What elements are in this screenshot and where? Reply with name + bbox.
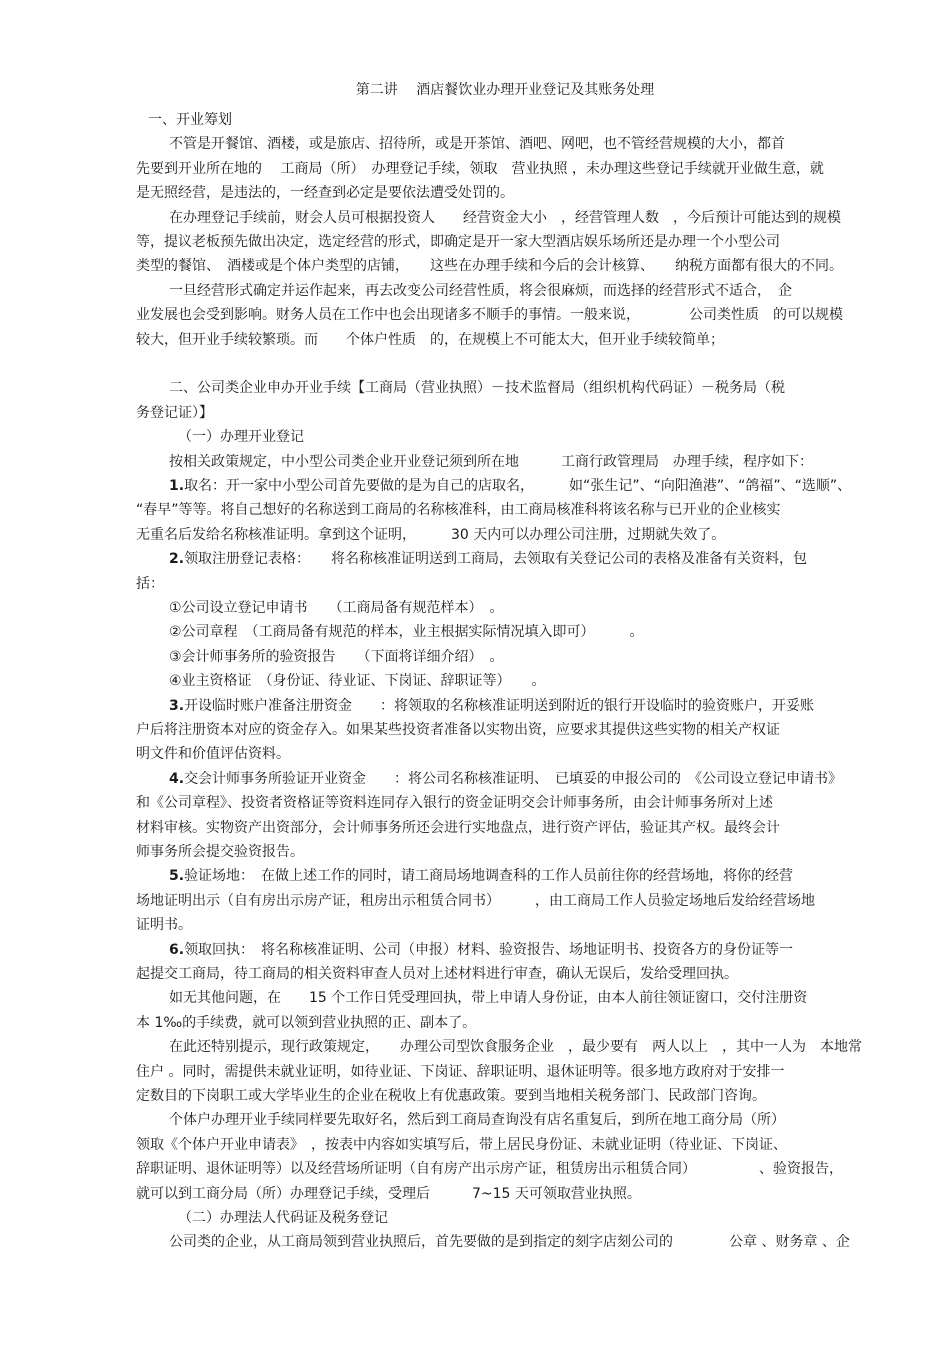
- document-title: 第二讲 酒店餐饮业办理开业登记及其账务处理: [355, 82, 655, 98]
- body-line: 辞职证明、退休证明等）以及经营场所证明（自有房产出示房产证，租赁房出示租赁合同） 、验资报告，: [136, 1161, 843, 1178]
- body-line: 无重名后发给名称核准证明。拿到这个证明， 30 天内可以办理公司注册，过期就失效了。: [136, 526, 726, 543]
- step-number: 2.: [169, 551, 185, 568]
- body-line: 起提交工商局，待工商局的相关资料审查人员对上述材料进行审查，确认无误后，发给受理回执。: [136, 966, 738, 982]
- line-text: 领取回执： 将名称核准证明、公司（申报）材料、验资报告、场地证明书、投资各方的身份证等一: [184, 941, 794, 958]
- body-line: 不管是开餐馆、酒楼，或是旅店、招待所，或是开茶馆、酒吧、网吧，也不管经营规模的大小，都首: [169, 136, 785, 153]
- line-text: 交会计师事务所验证开业资金 ：将公司名称核准证明、 已填妥的申报公司的 《公司设立登记申请书》: [184, 770, 843, 787]
- body-line: 二、公司类企业申办开业手续【工商局（营业执照）－技术监督局（组织机构代码证）－税务局（税: [169, 380, 785, 397]
- step-number: 1.: [169, 478, 185, 494]
- step-number: 6.: [169, 941, 185, 958]
- body-line: “春早”等等。将自己想好的名称送到工商局的名称核准科，由工商局核准科将该名称与已开业的企业核实: [136, 502, 781, 519]
- body-line: 住户 。同时，需提供未就业证明，如待业证、下岗证、辞职证明、退休证明等。很多地方政府对于安排一: [136, 1063, 785, 1080]
- body-line: 先要到开业所在地的 工商局（所） 办理登记手续，领取 营业执照 ，未办理这些登记手续就开业做生意，就: [136, 160, 824, 177]
- body-line: 如无其他问题，在 15 个工作日凭受理回执，带上申请人身份证，由本人前往领证窗口，交付注册资: [169, 990, 808, 1007]
- body-line: （二）办理法人代码证及税务登记: [178, 1210, 388, 1226]
- body-line: [0, 941, 950, 959]
- body-line: 和《公司章程》、投资者资格证等资料连同存入银行的资金证明交会计师事务所，由会计师事务所对上述: [136, 795, 773, 812]
- body-line: [0, 697, 950, 715]
- body-line: 在办理登记手续前，财会人员可根据投资人 经营资金大小 ，经营管理人数 ，今后预计可能达到的规模: [169, 209, 841, 226]
- step-number: 4.: [169, 770, 185, 787]
- body-line: 场地证明出示（自有房出示房产证，租房出示租赁合同书） ，由工商局工作人员验定场地后发给经营场地: [136, 892, 815, 909]
- body-line: 证明书。: [136, 917, 192, 934]
- body-line: 定数目的下岗职工或大学毕业生的企业在税收上有优惠政策。要到当地相关税务部门、民政部门咨询。: [136, 1088, 766, 1104]
- body-line: 本 1‰的手续费，就可以领到营业执照的正、副本了。: [136, 1014, 477, 1031]
- step-number: 5.: [169, 868, 185, 885]
- body-line: 是无照经营，是违法的，一经查到必定是要依法遭受处罚的。: [136, 185, 514, 202]
- body-line: 一、开业筹划: [148, 112, 232, 128]
- body-line: 领取《个体户开业申请表》 ，按表中内容如实填写后，带上居民身份证、未就业证明（待业证、下岗证、: [136, 1136, 787, 1153]
- body-line: [0, 550, 950, 568]
- body-line: 师事务所会提交验资报告。: [136, 844, 304, 860]
- body-line: 就可以到工商分局（所）办理登记手续，受理后 7~15 天可领取营业执照。: [136, 1185, 641, 1202]
- body-line: 户后将注册资本对应的资金存入。如果某些投资者准备以实物出资，应要求其提供这些实物的相关产权证: [136, 722, 780, 738]
- body-line: ④业主资格证 （身份证、待业证、下岗证、辞职证等） 。: [169, 673, 546, 690]
- line-text: 开设临时账户准备注册资金 ：将领取的名称核准证明送到附近的银行开设临时的验资账户，开妥账: [184, 697, 815, 714]
- body-line: [0, 867, 950, 885]
- body-line: ①公司设立登记申请书 （工商局备有规范样本） 。: [169, 600, 504, 616]
- line-text: 验证场地： 在做上述工作的同时，请工商局场地调查科的工作人员前往你的经营场地，将你的经营: [184, 868, 794, 885]
- body-line: 较大，但开业手续较繁琐。而 个体户性质 的，在规模上不可能太大，但开业手续较简单；: [136, 331, 724, 348]
- body-line: ③会计师事务所的验资报告 （下面将详细介绍） 。: [169, 648, 504, 665]
- body-line: 个体户办理开业手续同样要先取好名，然后到工商局查询没有店名重复后，到所在地工商分局（所）: [169, 1112, 785, 1129]
- body-line: [0, 477, 950, 495]
- body-line: 类型的餐馆、 酒楼或是个体户类型的店铺， 这些在办理手续和今后的会计核算、 纳税方面都有很大的不同。: [136, 258, 843, 275]
- body-line: [0, 770, 950, 788]
- line-text: 领取注册登记表格： 将名称核准证明送到工商局，去领取有关登记公司的表格及准备有关资料，包: [184, 551, 808, 568]
- body-line: 按相关政策规定，中小型公司类企业开业登记须到所在地 工商行政管理局 办理手续，程序如下：: [169, 453, 813, 470]
- body-line: 括：: [136, 575, 164, 592]
- body-line: 务登记证）】: [136, 404, 213, 421]
- body-line: 在此还特别提示，现行政策规定， 办理公司型饮食服务企业 ，最少要有 两人以上 ，其中一人为 本地常: [169, 1039, 862, 1056]
- step-number: 3.: [169, 697, 185, 714]
- body-line: 公司类的企业，从工商局领到营业执照后，首先要做的是到指定的刻字店刻公司的 公章 、财务章 、企: [169, 1234, 850, 1251]
- body-line: 材料审核。实物资产出资部分，会计师事务所还会进行实地盘点，进行资产评估，验证其产权。最终会计: [136, 819, 780, 836]
- body-line: 等，提议老板预先做出决定，选定经营的形式，即确定是开一家大型酒店娱乐场所还是办理一个小型公司: [136, 234, 780, 250]
- body-line: 一旦经营形式确定并运作起来，再去改变公司经营性质，将会很麻烦，而选择的经营形式不适合， 企: [169, 282, 792, 299]
- line-text: 取名：开一家中小型公司首先要做的是为自己的店取名， 如“张生记”、“向阳渔港”、“鸽福”、“选顺”、: [184, 478, 852, 494]
- body-line: （一）办理开业登记: [178, 429, 304, 446]
- body-line: 明文件和价值评估资料。: [136, 746, 290, 763]
- body-line: 业发展也会受到影响。财务人员在工作中也会出现诸多不顺手的事情。一般来说， 公司类性质 的可以规模: [136, 307, 843, 324]
- body-line: ②公司章程 （工商局备有规范的样本，业主根据实际情况填入即可） 。: [169, 624, 644, 641]
